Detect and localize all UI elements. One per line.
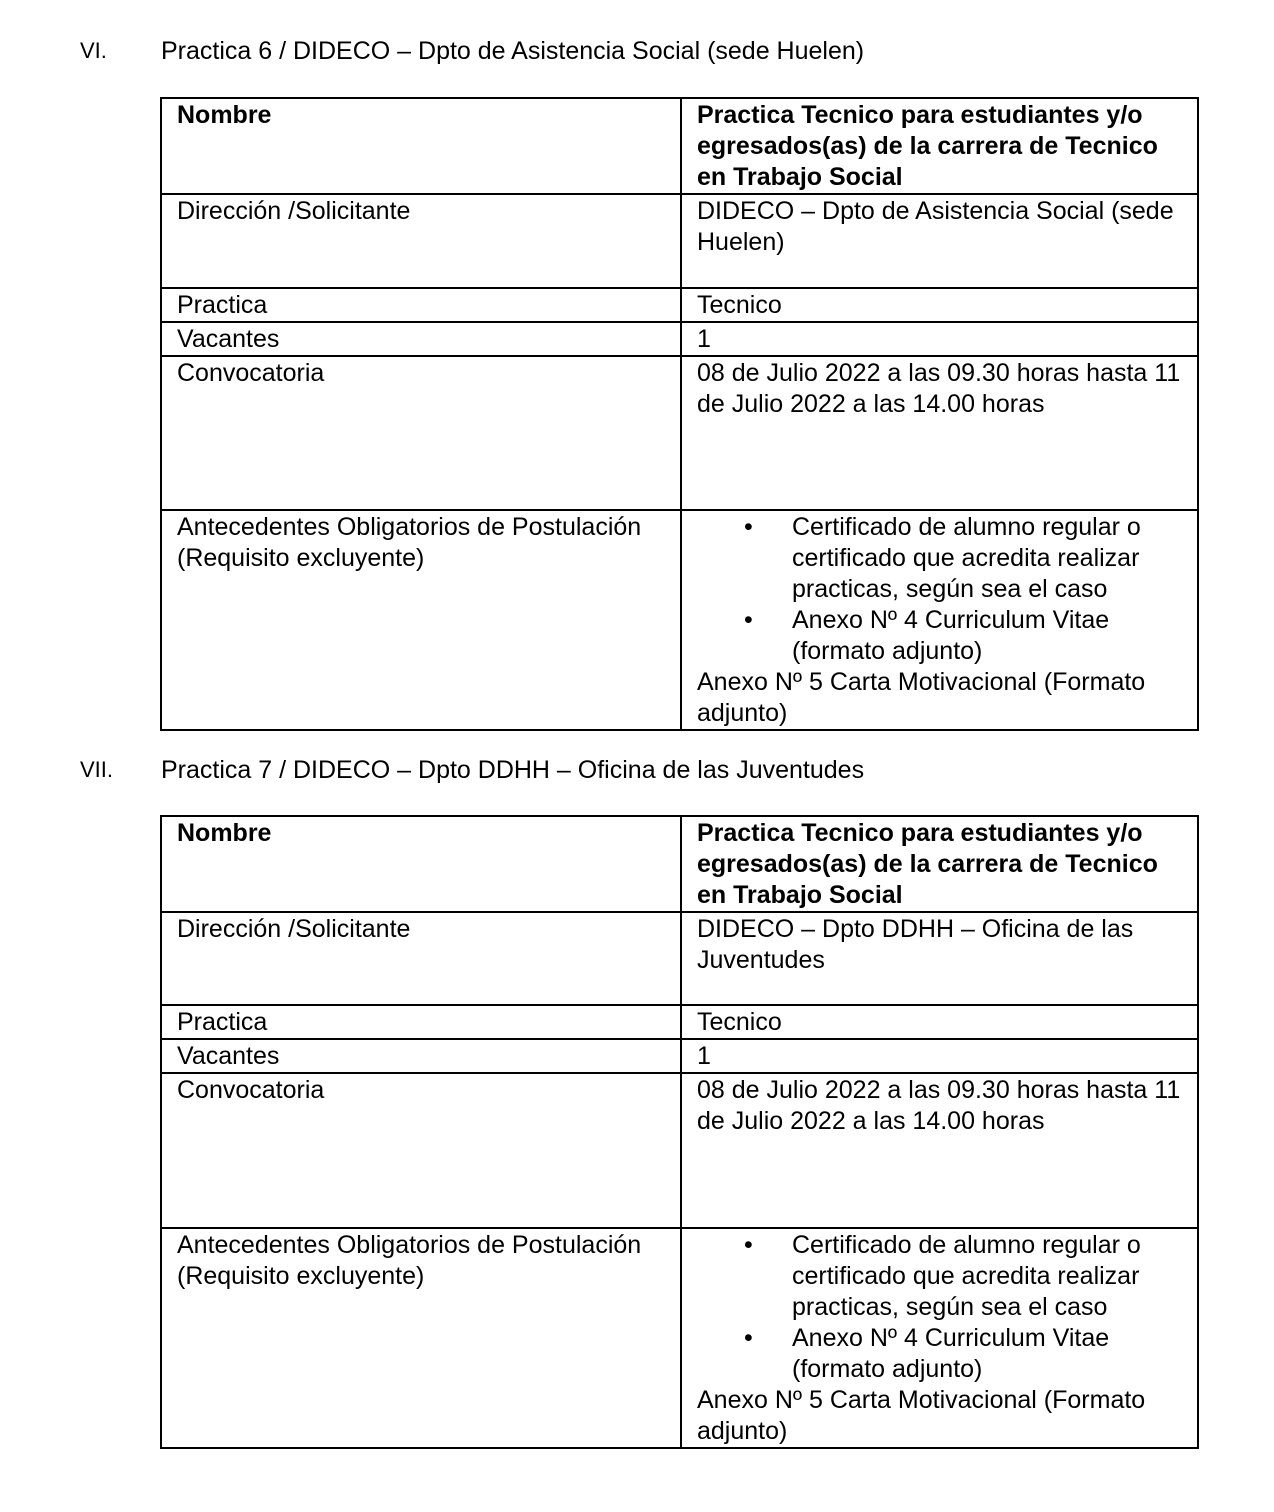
nombre-value: Practica Tecnico para estudiantes y/o egresados(as) de la carrera de Tecnico en Trabajo Social	[681, 98, 1198, 194]
convocatoria-label: Convocatoria	[161, 356, 681, 510]
convocatoria-value: 08 de Julio 2022 a las 09.30 horas hasta 11 de Julio 2022 a las 14.00 horas	[681, 356, 1198, 510]
requirements-list	[697, 512, 1183, 667]
table-row-direccion	[161, 912, 1198, 1005]
direccion-label: Dirección /Solicitante	[161, 912, 681, 1005]
requirement-item: • Certificado de alumno regular o certificado que acredita realizar practicas, según sea el caso	[792, 512, 1183, 605]
practica-6-table	[160, 97, 1199, 731]
table-row-antecedentes	[161, 510, 1198, 730]
practica-value: Tecnico	[681, 1005, 1198, 1039]
table-row-antecedentes	[161, 1228, 1198, 1448]
convocatoria-label: Convocatoria	[161, 1073, 681, 1228]
table-row-nombre	[161, 98, 1198, 194]
vacantes-label: Vacantes	[161, 322, 681, 356]
requirement-item: • Certificado de alumno regular o certificado que acredita realizar practicas, según sea el caso	[792, 1230, 1183, 1323]
practica-label: Practica	[161, 288, 681, 322]
requirement-extra: Anexo Nº 5 Carta Motivacional (Formato adjunto)	[697, 1386, 1146, 1445]
table-row-convocatoria	[161, 356, 1198, 510]
direccion-label: Dirección /Solicitante	[161, 194, 681, 288]
table-row-vacantes	[161, 1039, 1198, 1073]
requirement-item: • Anexo Nº 4 Curriculum Vitae (formato adjunto)	[792, 605, 1183, 667]
antecedentes-value	[681, 510, 1198, 730]
vacantes-value: 1	[681, 1039, 1198, 1073]
antecedentes-label: Antecedentes Obligatorios de Postulación (Requisito excluyente)	[161, 510, 681, 730]
section-title: Practica 6 / DIDECO – Dpto de Asistencia Social (sede Huelen)	[161, 37, 865, 65]
requirement-extra: Anexo Nº 5 Carta Motivacional (Formato adjunto)	[697, 668, 1146, 727]
table-row-nombre	[161, 816, 1198, 912]
table-row-convocatoria	[161, 1073, 1198, 1228]
table-row-practica	[161, 1005, 1198, 1039]
nombre-value: Practica Tecnico para estudiantes y/o egresados(as) de la carrera de Tecnico en Trabajo Social	[681, 816, 1198, 912]
practica-value: Tecnico	[681, 288, 1198, 322]
practica-7-table	[160, 815, 1199, 1449]
nombre-label: Nombre	[161, 816, 681, 912]
table-row-vacantes	[161, 322, 1198, 356]
practica-label: Practica	[161, 1005, 681, 1039]
vacantes-label: Vacantes	[161, 1039, 681, 1073]
requirement-item: • Anexo Nº 4 Curriculum Vitae (formato adjunto)	[792, 1323, 1183, 1385]
antecedentes-value	[681, 1228, 1198, 1448]
direccion-value: DIDECO – Dpto de Asistencia Social (sede Huelen)	[681, 194, 1198, 288]
section-numeral: VI.	[80, 38, 107, 63]
convocatoria-value: 08 de Julio 2022 a las 09.30 horas hasta 11 de Julio 2022 a las 14.00 horas	[681, 1073, 1198, 1228]
section-title: Practica 7 / DIDECO – Dpto DDHH – Oficina de las Juventudes	[161, 756, 865, 784]
table-row-direccion	[161, 194, 1198, 288]
table-row-practica	[161, 288, 1198, 322]
vacantes-value: 1	[681, 322, 1198, 356]
section-numeral: VII.	[80, 757, 114, 782]
nombre-label: Nombre	[161, 98, 681, 194]
antecedentes-label: Antecedentes Obligatorios de Postulación (Requisito excluyente)	[161, 1228, 681, 1448]
requirements-list	[697, 1230, 1183, 1385]
direccion-value: DIDECO – Dpto DDHH – Oficina de las Juventudes	[681, 912, 1198, 1005]
